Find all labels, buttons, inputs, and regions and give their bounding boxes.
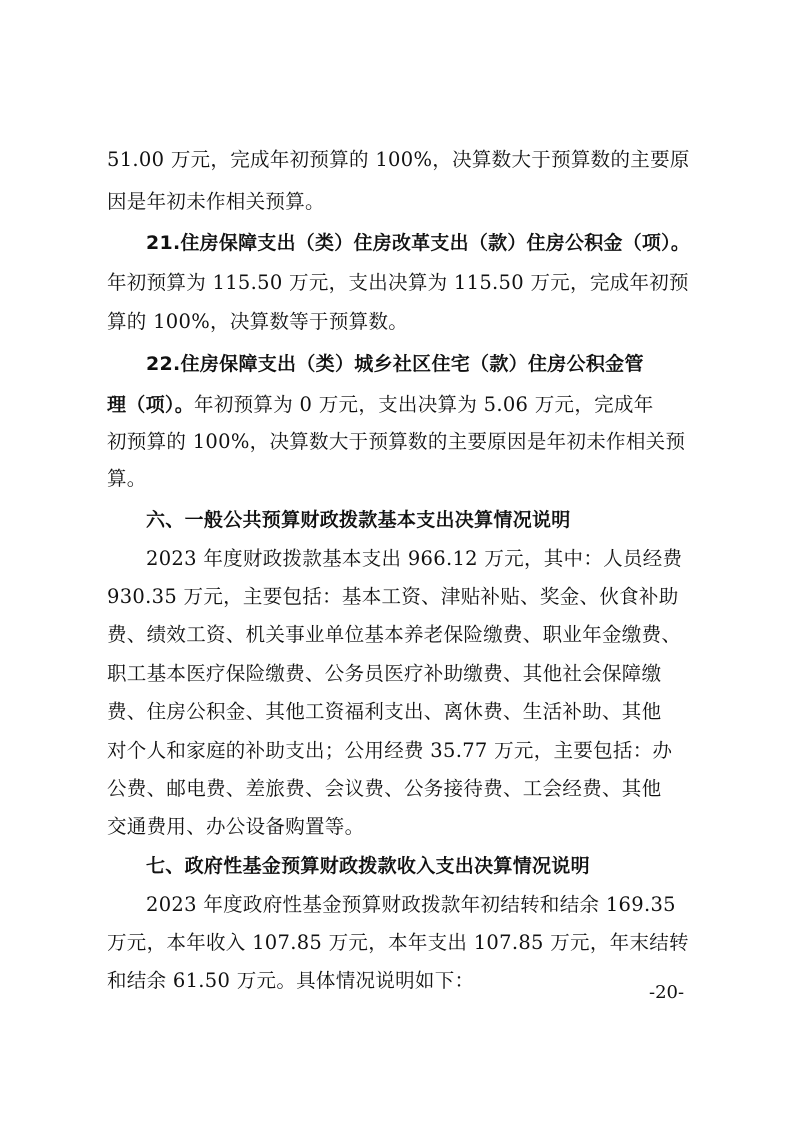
item-heading-22: 22.住房保障支出（类）城乡社区住宅（款）住房公积金管: [146, 353, 644, 375]
item-heading-21: 21.住房保障支出（类）住房改革支出（款）住房公积金（项）。: [146, 232, 691, 254]
body-text-line: 费、住房公积金、其他工资福利支出、离休费、生活补助、其他: [107, 700, 662, 723]
body-text-line: 算的 100%，决算数等于预算数。: [107, 310, 409, 333]
body-text-line: 交通费用、办公设备购置等。: [107, 815, 365, 838]
body-text-line: 930.35 万元，主要包括：基本工资、津贴补贴、奖金、伙食补助: [107, 585, 679, 608]
section-heading-7: 七、政府性基金预算财政拨款收入支出决算情况说明: [146, 855, 590, 877]
body-text-line: 因是年初未作相关预算。: [107, 190, 325, 213]
body-text-line: 费、绩效工资、机关事业单位基本养老保险缴费、职业年金缴费、: [107, 623, 682, 646]
section-heading-6: 六、一般公共预算财政拨款基本支出决算情况说明: [146, 509, 571, 531]
body-text-line: 51.00 万元，完成年初预算的 100%，决算数大于预算数的主要原: [107, 148, 690, 171]
body-text-line: 公费、邮电费、差旅费、会议费、公务接待费、工会经费、其他: [107, 777, 662, 800]
body-text-line: 职工基本医疗保险缴费、公务员医疗补助缴费、其他社会保障缴: [107, 662, 662, 685]
body-text-line: 对个人和家庭的补助支出；公用经费 35.77 万元，主要包括：办: [107, 739, 673, 762]
item-heading-22-continued: [107, 393, 654, 417]
page-number: -20-: [649, 982, 685, 1003]
body-text-line: 2023 年度财政拨款基本支出 966.12 万元，其中：人员经费: [146, 547, 683, 570]
body-text-line: 算。: [107, 467, 147, 490]
body-text-line: 2023 年度政府性基金预算财政拨款年初结转和结余 169.35: [146, 893, 676, 916]
item-heading-22-tail: 理（项）。: [107, 394, 195, 416]
body-text-line: 万元，本年收入 107.85 万元，本年支出 107.85 万元，年末结转: [107, 931, 689, 954]
body-text-line: 初预算的 100%，决算数大于预算数的主要原因是年初未作相关预: [107, 430, 686, 453]
body-text-line: 年初预算为 115.50 万元，支出决算为 115.50 万元，完成年初预: [107, 271, 689, 294]
body-text-fragment: 年初预算为 0 万元，支出决算为 5.06 万元，完成年: [194, 393, 654, 416]
body-text-line: 和结余 61.50 万元。具体情况说明如下：: [107, 969, 475, 992]
